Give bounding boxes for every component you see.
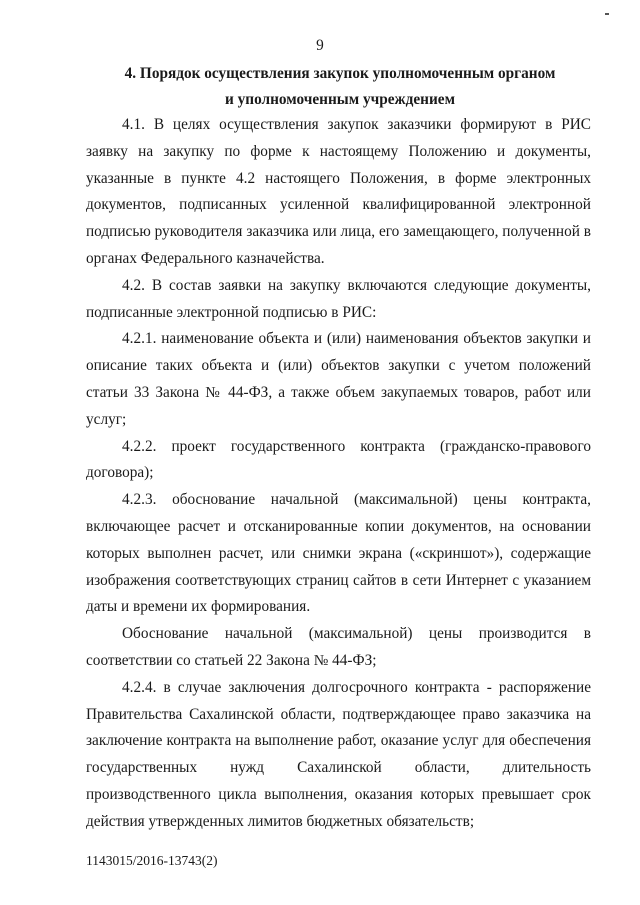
- scan-mark: [605, 13, 609, 15]
- paragraph-4-1: 4.1. В целях осуществления закупок заказчики формируют в РИС заявку на закупку по форме к настоящему Положению и документы, указанные в пункте 4.2 настоящего Положения, в форме электронных документов, подписанных усиленной квалифицированной электронной подписью руководителя заказчика или лица, его замещающего, полученной в органах Федерального казначейства.: [86, 116, 591, 267]
- section-heading-line-2: и уполномоченным учреждением: [224, 91, 456, 108]
- section-heading-line-1: 4. Порядок осуществления закупок уполномоченным органом: [124, 65, 556, 82]
- paragraph-4-2-1: 4.2.1. наименование объекта и (или) наименования объектов закупки и описание таких объекта и (или) объектов закупки с учетом положений статьи 33 Закона № 44-ФЗ, а также объем закупаемых товаров, работ или услуг;: [86, 330, 591, 428]
- paragraph-4-2-2: 4.2.2. проект государственного контракта (гражданско-правового договора);: [86, 437, 591, 482]
- paragraph-4-2-3: 4.2.3. обоснование начальной (максимальной) цены контракта, включающее расчет и отсканированные копии документов, на основании которых выполнен расчет, или снимки экрана («скриншот»), содержащие изображения соответствующих страниц сайтов в сети Интернет с указанием даты и времени их формирования.: [86, 491, 591, 616]
- paragraph-price-justification: Обоснование начальной (максимальной) цены производится в соответствии со статьей 22 Закона № 44-ФЗ;: [86, 625, 591, 669]
- document-code: 1143015/2016-13743(2): [86, 853, 218, 868]
- paragraph-4-2: 4.2. В состав заявки на закупку включаются следующие документы, подписанные электронной подписью в РИС:: [86, 276, 591, 321]
- paragraph-4-2-4: 4.2.4. в случае заключения долгосрочного контракта - распоряжение Правительства Сахалинской области, подтверждающее право заказчика на заключение контракта на выполнение работ, оказание услуг для обеспечения государственных нужд Сахалинской области, длительность производственного цикла выполнения, оказания которых превышает срок действия утвержденных лимитов бюджетных обязательств;: [86, 678, 591, 830]
- page-number: 9: [316, 37, 324, 54]
- document-body: [86, 112, 591, 836]
